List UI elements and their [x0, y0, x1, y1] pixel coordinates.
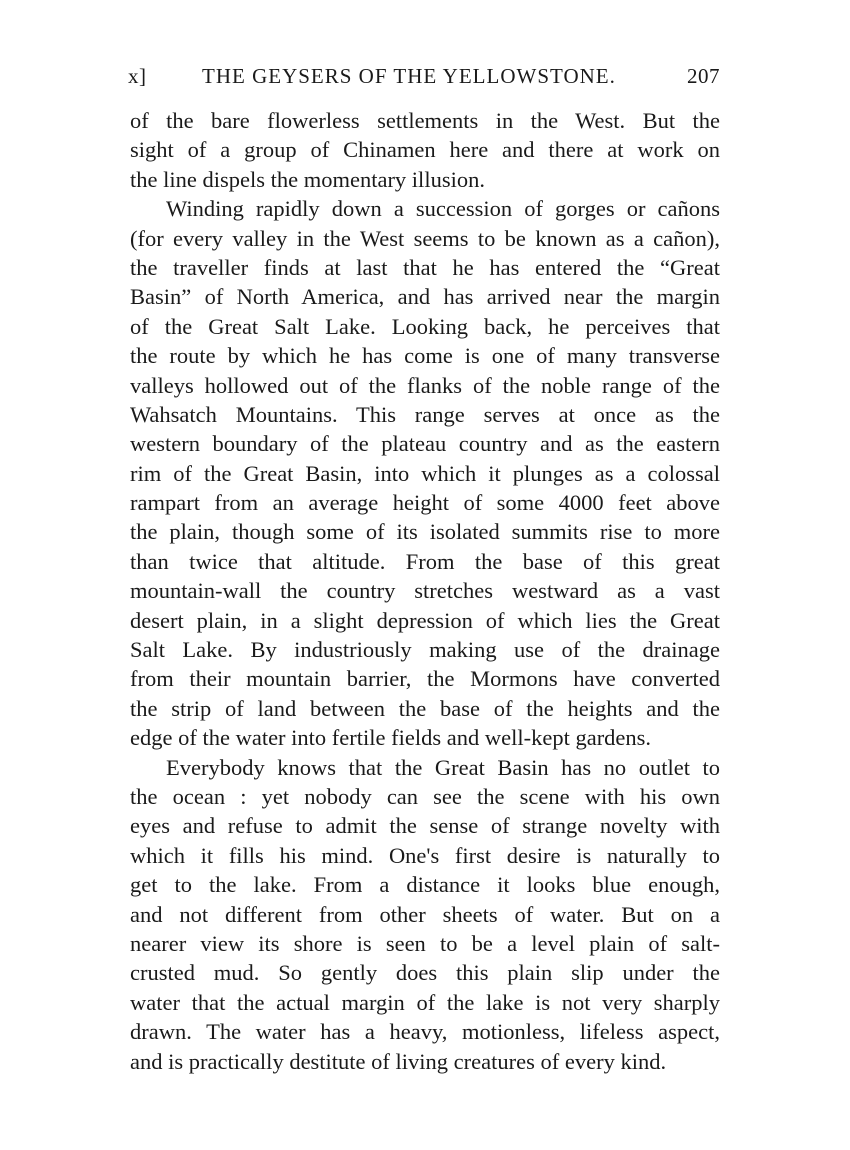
text-line: valleys hollowed out of the flanks of the noble range of the [130, 372, 720, 398]
text-line: Basin” of North America, and has arrived near the margin [130, 284, 720, 310]
chapter-number: x] [128, 64, 147, 88]
text-line: the strip of land between the base of the heights and the [130, 695, 720, 721]
text-line: the traveller finds at last that he has entered the “Great [130, 254, 720, 280]
text-line: water that the actual margin of the lake is not very sharply [130, 989, 720, 1015]
paragraph [130, 194, 720, 752]
running-head [128, 64, 720, 92]
text-line: and is practically destitute of living creatures of every kind. [130, 1048, 667, 1074]
text-line: sight of a group of Chinamen here and there at work on [130, 137, 720, 163]
text-line: drawn. The water has a heavy, motionless, lifeless aspect, [130, 1019, 720, 1045]
text-line: nearer view its shore is seen to be a level plain of salt- [130, 930, 720, 956]
text-line: which it fills his mind. One's first desire is naturally to [130, 842, 720, 868]
text-line: western boundary of the plateau country and as the eastern [130, 431, 720, 457]
text-line: Wahsatch Mountains. This range serves at once as the [130, 401, 720, 427]
paragraph [130, 106, 720, 194]
page-number: 207 [687, 64, 720, 88]
text-line: the ocean : yet nobody can see the scene with his own [130, 783, 720, 809]
paragraph [130, 753, 720, 1076]
text-line: Winding rapidly down a succession of gorges or cañons [166, 196, 720, 222]
text-line: Salt Lake. By industriously making use of the drainage [130, 637, 720, 663]
text-line: and not different from other sheets of water. But on a [130, 901, 720, 927]
text-line: rampart from an average height of some 4000 feet above [130, 490, 720, 516]
text-line: of the Great Salt Lake. Looking back, he perceives that [130, 313, 720, 339]
text-line: than twice that altitude. From the base of this great [130, 548, 720, 574]
text-line: get to the lake. From a distance it looks blue enough, [130, 872, 720, 898]
text-line: the line dispels the momentary illusion. [130, 166, 485, 192]
text-line: rim of the Great Basin, into which it plunges as a colossal [130, 460, 720, 486]
running-title: THE GEYSERS OF THE YELLOWSTONE. [202, 64, 616, 88]
text-line: edge of the water into fertile fields and well-kept gardens. [130, 725, 652, 751]
text-line: the plain, though some of its isolated summits rise to more [130, 519, 720, 545]
text-line: crusted mud. So gently does this plain slip under the [130, 960, 720, 986]
text-line: the route by which he has come is one of many transverse [130, 343, 720, 369]
text-line: desert plain, in a slight depression of which lies the Great [130, 607, 720, 633]
text-line: mountain-wall the country stretches westward as a vast [130, 578, 720, 604]
text-line: (for every valley in the West seems to be known as a cañon), [130, 225, 720, 251]
body-text [130, 106, 720, 1076]
text-line: from their mountain barrier, the Mormons have converted [130, 666, 720, 692]
text-line: Everybody knows that the Great Basin has no outlet to [166, 754, 720, 780]
text-line: eyes and refuse to admit the sense of strange novelty with [130, 813, 720, 839]
text-line: of the bare flowerless settlements in the West. But the [130, 108, 720, 133]
